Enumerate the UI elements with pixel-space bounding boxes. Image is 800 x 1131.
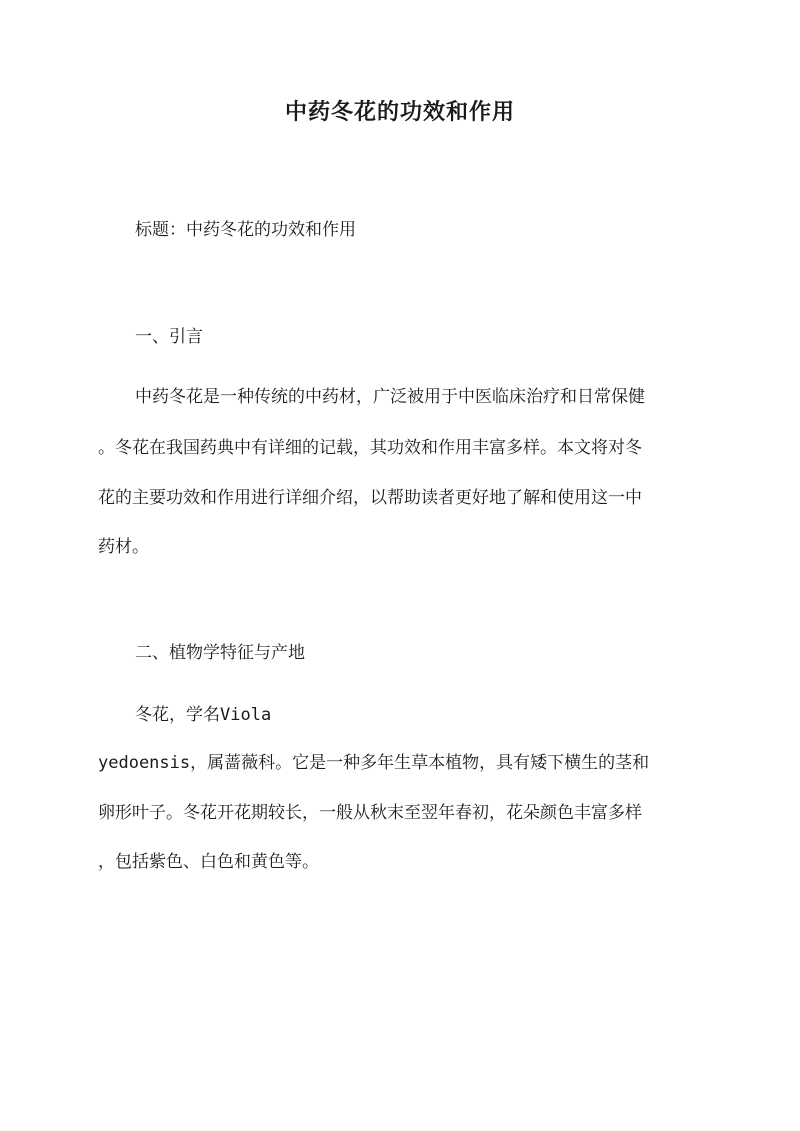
paragraph-line: 。冬花在我国药典中有详细的记载，其功效和作用丰富多样。本文将对冬 xyxy=(98,438,642,458)
document-title: 中药冬花的功效和作用 xyxy=(284,99,515,125)
paragraph-line: 花的主要功效和作用进行详细介绍，以帮助读者更好地了解和使用这一中 xyxy=(98,488,642,508)
section-heading-introduction: 一、引言 xyxy=(135,327,203,347)
paragraph-line: 中药冬花是一种传统的中药材，广泛被用于中医临床治疗和日常保健 xyxy=(135,387,645,407)
paragraph-line: ，包括紫色、白色和黄色等。 xyxy=(98,852,319,872)
paragraph-line: 药材。 xyxy=(98,537,149,557)
paragraph-line: yedoensis，属蔷薇科。它是一种多年生草本植物，具有矮下横生的茎和 xyxy=(98,753,650,773)
section-heading-botany: 二、植物学特征与产地 xyxy=(135,643,305,663)
paragraph-line: 卵形叶子。冬花开花期较长，一般从秋末至翌年春初，花朵颜色丰富多样 xyxy=(98,803,642,823)
paragraph-line: 冬花，学名Viola xyxy=(135,705,272,725)
subtitle-line: 标题：中药冬花的功效和作用 xyxy=(135,220,356,240)
